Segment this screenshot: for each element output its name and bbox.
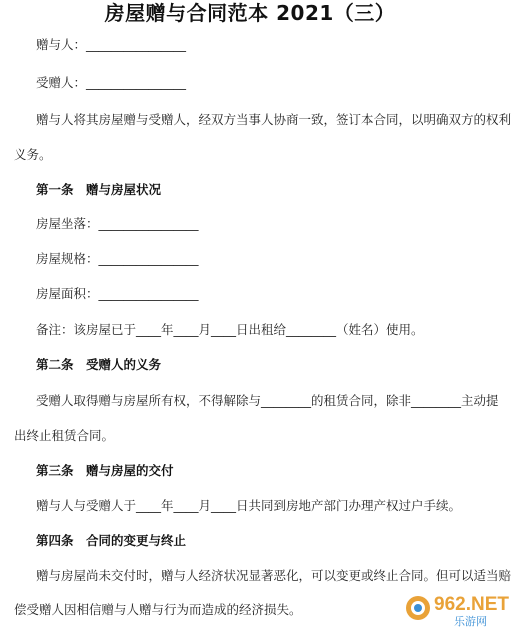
remarks-line: 备注：该房屋已于____年____月____日出租给________（姓名）使用。 xyxy=(36,322,424,337)
article-1-heading: 第一条 赠与房屋状况 xyxy=(36,182,162,197)
article-2-paragraph-line-1: 受赠人取得赠与房屋所有权，不得解除与________的租赁合同，除非________主动提 xyxy=(36,393,499,408)
article-4-heading: 第四条 合同的变更与终止 xyxy=(36,533,187,548)
intro-paragraph-line-2: 义务。 xyxy=(14,147,52,162)
document-title: 房屋赠与合同范本 2021（三） xyxy=(104,1,396,25)
article-4-paragraph-line-2: 偿受赠人因相信赠与人赠与行为而造成的经济损失。 xyxy=(14,602,302,617)
watermark-brand: 962.NET xyxy=(434,594,509,615)
watermark-logo-icon xyxy=(404,594,432,622)
property-location-line: 房屋坐落：________________ xyxy=(36,216,199,231)
property-spec-line: 房屋规格：________________ xyxy=(36,251,199,266)
article-2-paragraph-line-2: 出终止租赁合同。 xyxy=(14,428,115,443)
article-4-paragraph-line-1: 赠与房屋尚未交付时，赠与人经济状况显著恶化，可以变更或终止合同。但可以适当赔 xyxy=(36,568,511,583)
watermark-subtitle: 乐游网 xyxy=(454,615,487,628)
donee-line: 受赠人：________________ xyxy=(36,75,187,90)
donor-line: 赠与人：________________ xyxy=(36,37,187,52)
intro-paragraph-line-1: 赠与人将其房屋赠与受赠人，经双方当事人协商一致，签订本合同，以明确双方的权利 xyxy=(36,112,511,127)
article-2-heading: 第二条 受赠人的义务 xyxy=(36,357,162,372)
watermark xyxy=(404,592,509,632)
property-area-line: 房屋面积：________________ xyxy=(36,286,199,301)
article-3-paragraph: 赠与人与受赠人于____年____月____日共同到房地产部门办理产权过户手续。 xyxy=(36,498,462,513)
article-3-heading: 第三条 赠与房屋的交付 xyxy=(36,463,174,478)
